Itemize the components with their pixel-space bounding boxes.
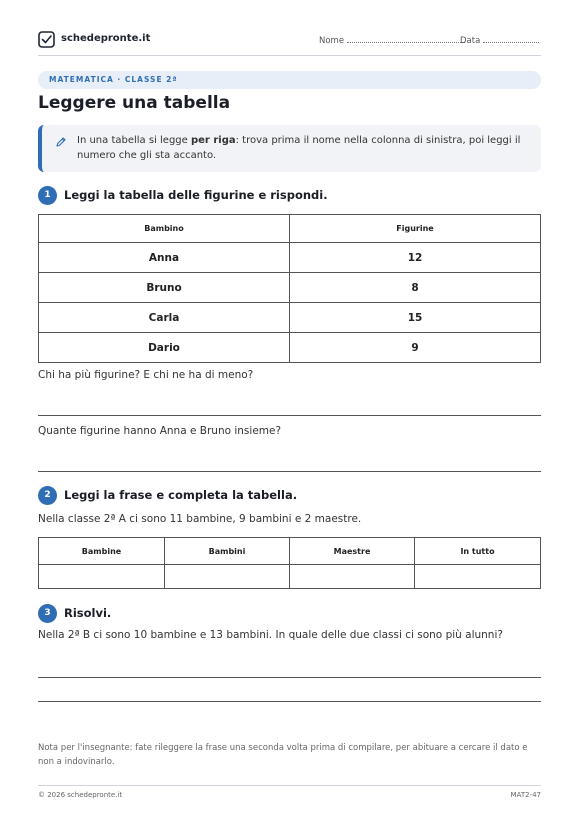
table-cell-name: Dario bbox=[39, 333, 290, 363]
answer-cell-bambine[interactable] bbox=[39, 565, 165, 589]
name-field[interactable] bbox=[319, 35, 465, 46]
exercise-2-sentence: Nella classe 2ª A ci sono 11 bambine, 9 bambini e 2 maestre. bbox=[38, 513, 362, 525]
checkbox-logo-icon bbox=[38, 31, 55, 48]
exercise-2-title: Leggi la frase e completa la tabella. bbox=[64, 488, 298, 502]
table-header-bambino: Bambino bbox=[39, 215, 290, 243]
name-label: Nome bbox=[319, 36, 345, 46]
info-note-text: In una tabella si legge per riga: trova prima il nome nella colonna di sinistra, poi leggi il numero che gli sta accanto. bbox=[77, 135, 521, 161]
page-title: Leggere una tabella bbox=[38, 93, 231, 113]
exercise-3-problem: Nella 2ª B ci sono 10 bambine e 13 bambini. In quale delle due classi ci sono più alunni? bbox=[38, 629, 503, 641]
answer-line-1[interactable] bbox=[38, 415, 541, 416]
table-header-bambini: Bambini bbox=[165, 538, 290, 565]
question-2: Quante figurine hanno Anna e Bruno insieme? bbox=[38, 425, 282, 437]
date-label: Data bbox=[460, 36, 481, 46]
page-header bbox=[38, 30, 541, 56]
date-field[interactable] bbox=[460, 35, 539, 46]
table-header-in-tutto: In tutto bbox=[415, 538, 541, 565]
class-table bbox=[38, 537, 541, 589]
footer-copyright: © 2026 schedepronte.it bbox=[38, 791, 123, 799]
exercise-3-number: 3 bbox=[38, 604, 57, 623]
subject-badge: MATEMATICA · CLASSE 2ª bbox=[38, 71, 541, 89]
exercise-1-number: 1 bbox=[38, 186, 57, 205]
table-cell-value: 15 bbox=[290, 303, 541, 333]
footer-code: MAT2-47 bbox=[510, 791, 541, 799]
table-header-bambine: Bambine bbox=[39, 538, 165, 565]
table-cell-value: 12 bbox=[290, 243, 541, 273]
page-footer bbox=[38, 785, 541, 799]
info-note bbox=[38, 125, 541, 172]
table-row bbox=[39, 243, 541, 273]
question-1: Chi ha più figurine? E chi ne ha di meno? bbox=[38, 369, 254, 381]
answer-cell-in-tutto[interactable] bbox=[415, 565, 541, 589]
answer-cell-bambini[interactable] bbox=[165, 565, 290, 589]
table-cell-name: Anna bbox=[39, 243, 290, 273]
answer-line-4[interactable] bbox=[38, 701, 541, 702]
answer-cell-maestre[interactable] bbox=[290, 565, 415, 589]
exercise-3-title: Risolvi. bbox=[64, 606, 112, 620]
table-row bbox=[39, 303, 541, 333]
exercise-1-title: Leggi la tabella delle figurine e rispondi. bbox=[64, 188, 328, 202]
table-row bbox=[39, 565, 541, 589]
pencil-icon bbox=[55, 136, 67, 148]
table-cell-name: Bruno bbox=[39, 273, 290, 303]
table-header-figurine: Figurine bbox=[290, 215, 541, 243]
table-row bbox=[39, 273, 541, 303]
figurine-table bbox=[38, 214, 541, 363]
teacher-note: Nota per l'insegnante: fate rileggere la frase una seconda volta prima di compilare, per abituare a cercare il dato e non a indovinarlo. bbox=[38, 743, 528, 767]
answer-line-2[interactable] bbox=[38, 471, 541, 472]
table-cell-value: 9 bbox=[290, 333, 541, 363]
table-header-maestre: Maestre bbox=[290, 538, 415, 565]
table-cell-value: 8 bbox=[290, 273, 541, 303]
answer-line-3[interactable] bbox=[38, 677, 541, 678]
site-name: schedepronte.it bbox=[61, 33, 151, 44]
exercise-2-number: 2 bbox=[38, 486, 57, 505]
table-row bbox=[39, 333, 541, 363]
table-cell-name: Carla bbox=[39, 303, 290, 333]
